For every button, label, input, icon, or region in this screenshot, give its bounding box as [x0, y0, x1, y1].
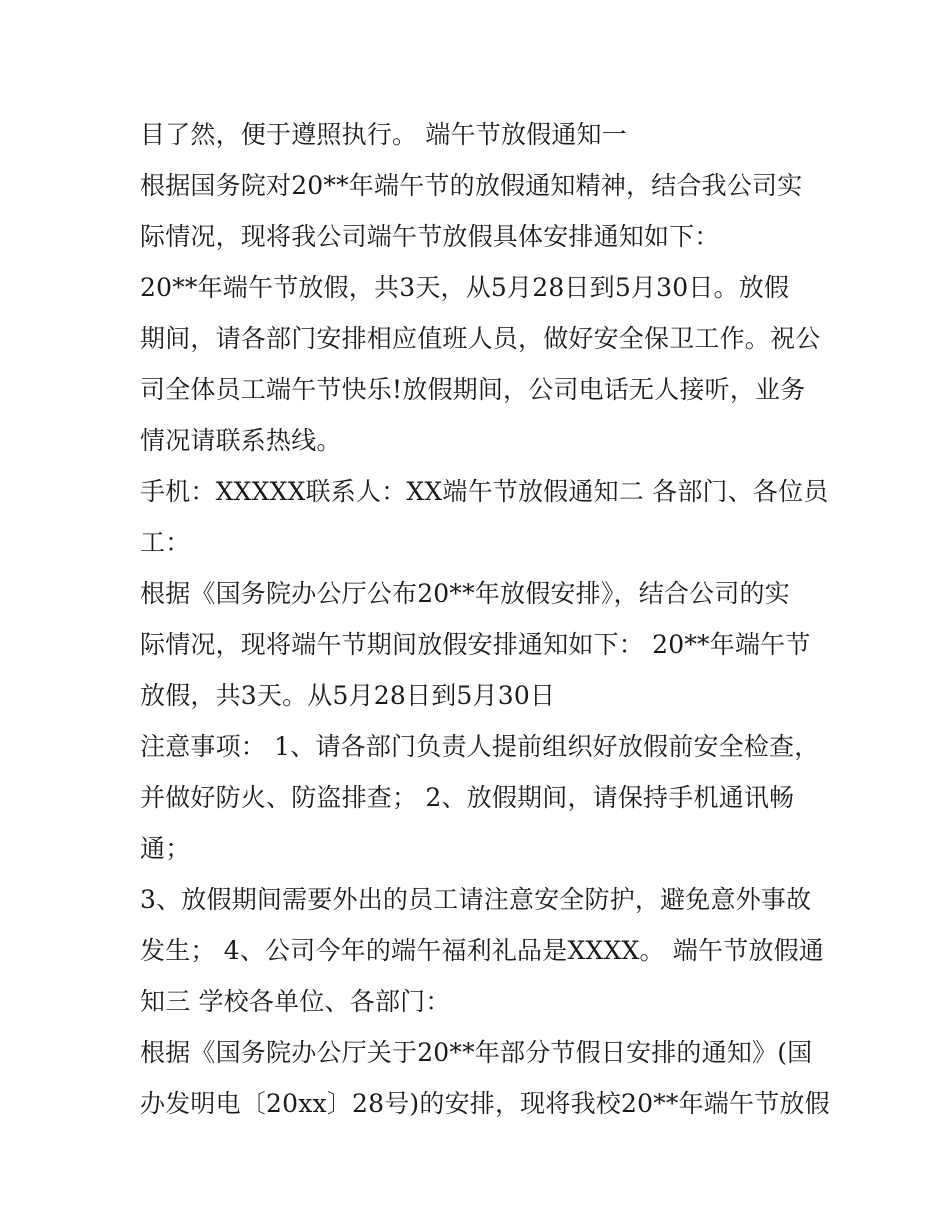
text-line: 根据《国务院办公厅公布20**年放假安排》，结合公司的实	[140, 579, 790, 608]
text-line: 通；	[140, 834, 191, 863]
text-line: 期间，请各部门安排相应值班人员，做好安全保卫工作。祝公	[140, 324, 821, 353]
text-line: 根据《国务院办公厅关于20**年部分节假日安排的通知》(国	[140, 1038, 813, 1067]
text-line: 20**年端午节放假，共3天，从5月28日到5月30日。放假	[140, 273, 790, 302]
text-line: 注意事项： 1、请各部门负责人提前组织好放假前安全检查，	[140, 732, 820, 761]
text-line: 知三 学校各单位、各部门：	[140, 987, 451, 1016]
text-line: 际情况，现将我公司端午节放假具体安排通知如下：	[140, 222, 720, 251]
text-line: 司全体员工端午节快乐!放假期间，公司电话无人接听，业务	[140, 375, 806, 404]
text-line: 放假，共3天。从5月28日到5月30日	[140, 681, 556, 710]
text-line: 际情况，现将端午节期间放假安排通知如下： 20**年端午节	[140, 630, 811, 659]
text-line: 手机：XXXXX联系人：XX端午节放假通知二 各部门、各位员	[140, 477, 829, 506]
text-line: 根据国务院对20**年端午节的放假通知精神，结合我公司实	[140, 171, 803, 200]
text-line: 发生； 4、公司今年的端午福利礼品是XXXX。 端午节放假通	[140, 936, 824, 965]
text-line: 办发明电〔20xx〕28号)的安排，现将我校20**年端午节放假	[140, 1089, 830, 1118]
text-line: 3、放假期间需要外出的员工请注意安全防护，避免意外事故	[140, 885, 812, 914]
text-line: 工：	[140, 528, 191, 557]
text-line: 目了然，便于遵照执行。 端午节放假通知一	[140, 120, 627, 149]
text-line: 情况请联系热线。	[140, 426, 342, 455]
text-line: 并做好防火、防盗排查； 2、放假期间，请保持手机通讯畅	[140, 783, 795, 812]
